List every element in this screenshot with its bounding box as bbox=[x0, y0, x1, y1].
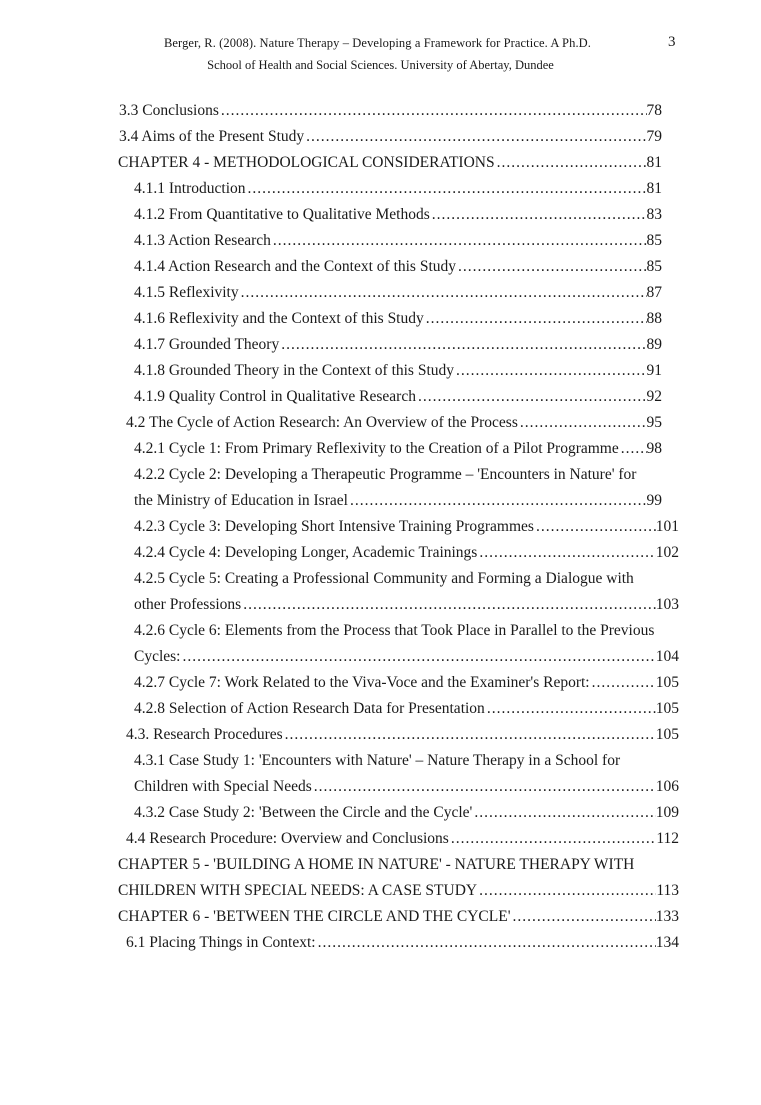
toc-entry-title: 4.2.7 Cycle 7: Work Related to the Viva-Voce and the Examiner's Report: bbox=[134, 674, 590, 691]
toc-entry-title: Cycles: bbox=[134, 648, 181, 665]
toc-page-number: 104 bbox=[655, 648, 679, 665]
dot-leader bbox=[348, 492, 647, 510]
toc-page-number: 89 bbox=[646, 336, 662, 353]
dot-leader bbox=[239, 284, 647, 302]
toc-entry-title: 4.1.3 Action Research bbox=[134, 232, 271, 249]
toc-page-number: 105 bbox=[655, 726, 679, 743]
dot-leader bbox=[241, 596, 656, 614]
dot-leader bbox=[416, 388, 647, 406]
toc-page-number: 83 bbox=[646, 206, 662, 223]
dot-leader bbox=[430, 206, 647, 224]
dot-leader bbox=[590, 674, 656, 692]
toc-entry-title: 4.3. Research Procedures bbox=[126, 726, 283, 743]
toc-page-number: 105 bbox=[655, 700, 679, 717]
toc-page-number: 91 bbox=[646, 362, 662, 379]
toc-entry-title: 4.1.4 Action Research and the Context of this Study bbox=[134, 258, 457, 275]
toc-page-number: 85 bbox=[646, 258, 662, 275]
toc-entry-title-first-line: 4.2.6 Cycle 6: Elements from the Process that Took Place in Parallel to the Previous bbox=[134, 622, 655, 639]
running-header-institution: School of Health and Social Sciences. University of Abertay, Dundee bbox=[207, 58, 554, 72]
dot-leader bbox=[518, 414, 647, 432]
dot-leader bbox=[279, 336, 646, 354]
dot-leader bbox=[456, 258, 646, 276]
toc-entry-title: 3.3 Conclusions bbox=[119, 102, 219, 119]
toc-page-number: 133 bbox=[655, 908, 679, 925]
toc-entry-title: 4.1.6 Reflexivity and the Context of this Study bbox=[134, 310, 424, 327]
toc-page-number: 88 bbox=[646, 310, 662, 327]
toc-page-number: 99 bbox=[646, 492, 662, 509]
toc-entry-title-first-line: 4.2.2 Cycle 2: Developing a Therapeutic Programme – 'Encounters in Nature' for bbox=[134, 466, 637, 483]
toc-page-number: 81 bbox=[646, 154, 662, 171]
toc-entry-title: Children with Special Needs bbox=[134, 778, 312, 795]
dot-leader bbox=[454, 362, 646, 380]
toc-entry-title-first-line: CHAPTER 5 - 'BUILDING A HOME IN NATURE' - NATURE THERAPY WITH bbox=[118, 856, 635, 873]
toc-entry-title: 4.1.1 Introduction bbox=[134, 180, 246, 197]
dot-leader bbox=[181, 648, 656, 666]
toc-page-number: 95 bbox=[646, 414, 662, 431]
dot-leader bbox=[485, 700, 656, 718]
dot-leader bbox=[472, 804, 655, 822]
toc-entry-title: 4.1.7 Grounded Theory bbox=[134, 336, 280, 353]
toc-page-number: 81 bbox=[646, 180, 662, 197]
toc-entry-title: 4.3.2 Case Study 2: 'Between the Circle and the Cycle' bbox=[134, 804, 473, 821]
dot-leader bbox=[304, 128, 646, 146]
toc-entry-title: 4.2.3 Cycle 3: Developing Short Intensive Training Programmes bbox=[134, 518, 534, 535]
toc-entry-title: 4.4 Research Procedure: Overview and Conclusions bbox=[126, 830, 449, 847]
toc-page-number: 109 bbox=[655, 804, 679, 821]
dot-leader bbox=[477, 544, 655, 562]
toc-page-number: 103 bbox=[655, 596, 679, 613]
running-header-citation bbox=[0, 36, 761, 51]
header-citation-text: Berger, R. (2008). Nature Therapy – Developing a Framework for Practice. A Ph.D. bbox=[163, 36, 592, 50]
toc-entry-title: 6.1 Placing Things in Context: bbox=[126, 934, 316, 951]
dot-leader bbox=[316, 934, 656, 952]
toc-page-number: 113 bbox=[656, 882, 679, 899]
toc-entry-title: 4.2.4 Cycle 4: Developing Longer, Academic Trainings bbox=[134, 544, 478, 561]
dot-leader bbox=[619, 440, 647, 458]
dot-leader bbox=[271, 232, 647, 250]
toc-page-number: 87 bbox=[646, 284, 662, 301]
toc-entry-title: 4.2.1 Cycle 1: From Primary Reflexivity to the Creation of a Pilot Programme bbox=[134, 440, 619, 457]
toc-entry-title: CHILDREN WITH SPECIAL NEEDS: A CASE STUDY bbox=[118, 882, 478, 899]
dot-leader bbox=[312, 778, 656, 796]
toc-entry-title: 4.2 The Cycle of Action Research: An Overview of the Process bbox=[126, 414, 518, 431]
page-number: 3 bbox=[668, 34, 676, 50]
toc-page-number: 106 bbox=[655, 778, 679, 795]
toc-entry-title: 4.2.8 Selection of Action Research Data for Presentation bbox=[134, 700, 485, 717]
toc-entry-title: 3.4 Aims of the Present Study bbox=[119, 128, 305, 145]
toc-page-number: 92 bbox=[646, 388, 662, 405]
toc-entry-title: the Ministry of Education in Israel bbox=[134, 492, 348, 509]
toc-page-number: 78 bbox=[646, 102, 662, 119]
toc-entry-title: 4.1.8 Grounded Theory in the Context of this Study bbox=[134, 362, 455, 379]
dot-leader bbox=[534, 518, 656, 536]
toc-page-number: 98 bbox=[646, 440, 662, 457]
dot-leader bbox=[283, 726, 656, 744]
toc-entry-title: 4.1.5 Reflexivity bbox=[134, 284, 239, 301]
toc-page-number: 101 bbox=[655, 518, 679, 535]
toc-page-number: 112 bbox=[656, 830, 679, 847]
toc-page-number: 102 bbox=[655, 544, 679, 561]
dot-leader bbox=[424, 310, 647, 328]
dot-leader bbox=[495, 154, 647, 172]
toc-entry-title: CHAPTER 4 - METHODOLOGICAL CONSIDERATIONS bbox=[118, 154, 495, 171]
dot-leader bbox=[511, 908, 656, 926]
dot-leader bbox=[477, 882, 656, 900]
toc-entry-title-first-line: 4.2.5 Cycle 5: Creating a Professional Community and Forming a Dialogue with bbox=[134, 570, 634, 587]
toc-page-number: 134 bbox=[655, 934, 679, 951]
toc-entry-title: 4.1.9 Quality Control in Qualitative Research bbox=[134, 388, 416, 405]
toc-entry-title-first-line: 4.3.1 Case Study 1: 'Encounters with Nature' – Nature Therapy in a School for bbox=[134, 752, 621, 769]
toc-page-number: 105 bbox=[655, 674, 679, 691]
toc-page-number: 79 bbox=[646, 128, 662, 145]
dot-leader bbox=[449, 830, 656, 848]
toc-page-number: 85 bbox=[646, 232, 662, 249]
toc-entry-title: other Professions bbox=[134, 596, 242, 613]
dot-leader bbox=[246, 180, 647, 198]
toc-entry-title: CHAPTER 6 - 'BETWEEN THE CIRCLE AND THE CYCLE' bbox=[118, 908, 511, 925]
toc-entry-title: 4.1.2 From Quantitative to Qualitative Methods bbox=[134, 206, 430, 223]
